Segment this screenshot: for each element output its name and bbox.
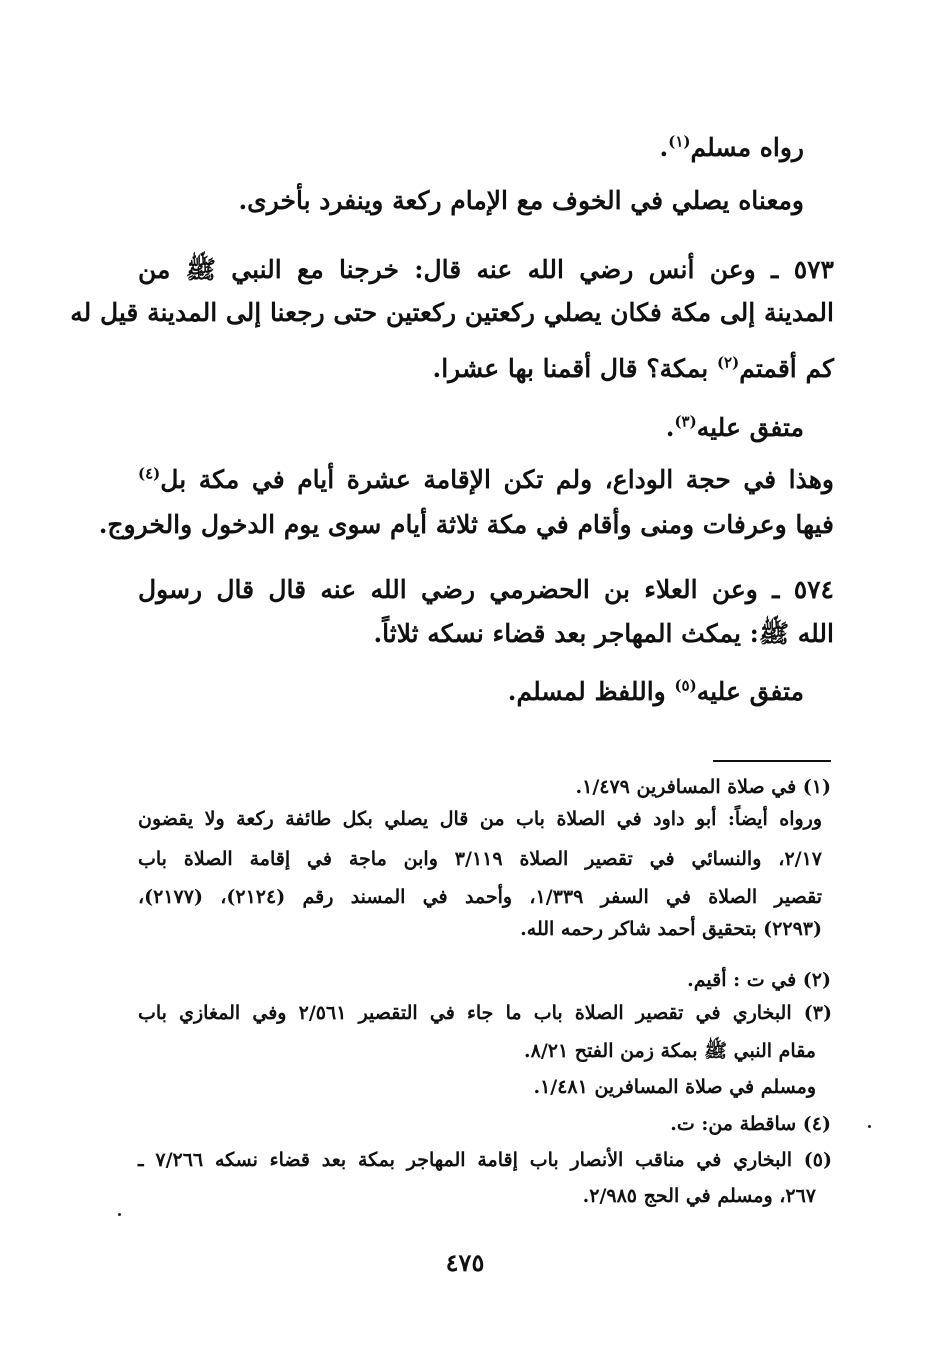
footnote-text: (٥) البخاري في مناقب الأنصار باب إقامة المهاجر بمكة بعد قضاء نسكه ٧/٢٦٦ ـ — [138, 1149, 832, 1171]
hadith-573-line-2 — [70, 293, 834, 333]
footnote-ref: (٣) — [674, 412, 697, 431]
footnote-text: (٢) في ت : أقيم. — [687, 969, 831, 991]
footnote-text: تقصير الصلاة في السفر ١/٣٣٩، وأحمد في المسند رقم (٢١٢٤)، (٢١٧٧)، — [138, 886, 822, 908]
body-text: ٥٧٤ ـ وعن العلاء بن الحضرمي رضي الله عنه قال قال رسول — [138, 575, 834, 604]
body-text: وهذا في حجة الوداع، ولم تكن الإقامة عشرة أيام في مكة بل — [160, 465, 834, 494]
footnote-text: مقام النبي ﷺ بمكة زمن الفتح ٨/٢١. — [524, 1040, 816, 1062]
body-text: فيها وعرفات ومنى وأقام في مكة ثلاثة أيام سوى يوم الدخول والخروج. — [98, 510, 834, 539]
footnote-1-line-3 — [138, 844, 822, 874]
body-text: متفق عليه — [696, 413, 804, 442]
footnote-text: (٢٢٩٣) بتحقيق أحمد شاكر رحمه الله. — [520, 918, 822, 940]
footnote-5 — [138, 1145, 832, 1175]
footnote-text: ٢٦٧، ومسلم في الحج ٢/٩٨٥. — [582, 1185, 816, 1207]
body-text: . — [665, 413, 675, 442]
footnote-ref: (٢) — [716, 353, 740, 372]
body-text: ٥٧٣ ـ وعن أنس رضي الله عنه قال: خرجنا مع النبي ﷺ من — [138, 255, 834, 284]
commentary-line-1 — [138, 460, 834, 500]
footnote-text: (٤) ساقطة من: ت. — [670, 1113, 831, 1135]
footnote-text: ورواه أيضاً: أبو داود في الصلاة باب من قال يصلي بكل طائفة ركعة ولا يقضون — [138, 808, 822, 830]
footnote-1-line-4 — [138, 882, 822, 912]
body-text: الله ﷺ: يمكث المهاجر بعد قضاء نسكه ثلاثاً. — [373, 619, 834, 648]
footnote-2 — [687, 965, 831, 995]
body-line-agreed-2 — [508, 672, 804, 712]
footnote-3-line-2 — [524, 1036, 816, 1066]
body-text: ومعناه يصلي في الخوف مع الإمام ركعة وينفرد بأخرى. — [238, 186, 804, 215]
footnote-text: (١) في صلاة المسافرين ١/٤٧٩. — [575, 776, 831, 798]
footnote-ref: (٥) — [674, 676, 697, 695]
footnote-ref: (٤) — [138, 464, 161, 483]
footnote-4 — [670, 1109, 831, 1139]
footnote-ref: (١) — [668, 132, 691, 151]
body-line-agreed-1 — [666, 408, 804, 448]
hadith-573-line-1 — [138, 250, 834, 290]
footnote-separator — [713, 760, 831, 762]
footnote-text: ٢/١٧، والنسائي في تقصير الصلاة ٣/١١٩ وابن ماجة في إقامة الصلاة باب — [138, 848, 822, 870]
footnote-5-line-2 — [583, 1181, 816, 1211]
scan-speck — [118, 1213, 121, 1216]
hadith-574-line-2 — [373, 614, 834, 654]
body-text: المدينة إلى مكة فكان يصلي ركعتين ركعتين حتى رجعنا إلى المدينة قيل له — [70, 298, 834, 327]
body-text: متفق عليه — [696, 677, 804, 706]
hadith-574-line-1 — [138, 570, 834, 610]
body-text: . — [659, 133, 669, 162]
footnote-3 — [138, 998, 832, 1028]
body-line-1 — [659, 128, 804, 168]
commentary-line-2 — [99, 505, 834, 545]
footnote-text: ومسلم في صلاة المسافرين ١/٤٨١. — [533, 1076, 816, 1098]
footnote-3-line-3 — [533, 1072, 816, 1102]
body-line-2 — [238, 181, 804, 221]
body-text: كم أقمتم — [739, 354, 834, 383]
footnote-text: (٣) البخاري في تقصير الصلاة باب ما جاء في التقصير ٢/٥٦١ وفي المغازي باب — [138, 1002, 832, 1024]
page-number: ٤٧٥ — [445, 1248, 485, 1277]
footnote-1-line-2 — [138, 804, 822, 834]
footnote-1 — [575, 772, 831, 802]
footnote-1-line-5 — [520, 914, 822, 944]
scan-speck — [868, 1125, 871, 1128]
body-text: بمكة؟ قال أقمنا بها عشرا. — [432, 354, 717, 383]
body-text: رواه مسلم — [690, 133, 804, 162]
body-text: واللفظ لمسلم. — [507, 677, 675, 706]
hadith-573-line-3 — [433, 349, 834, 389]
